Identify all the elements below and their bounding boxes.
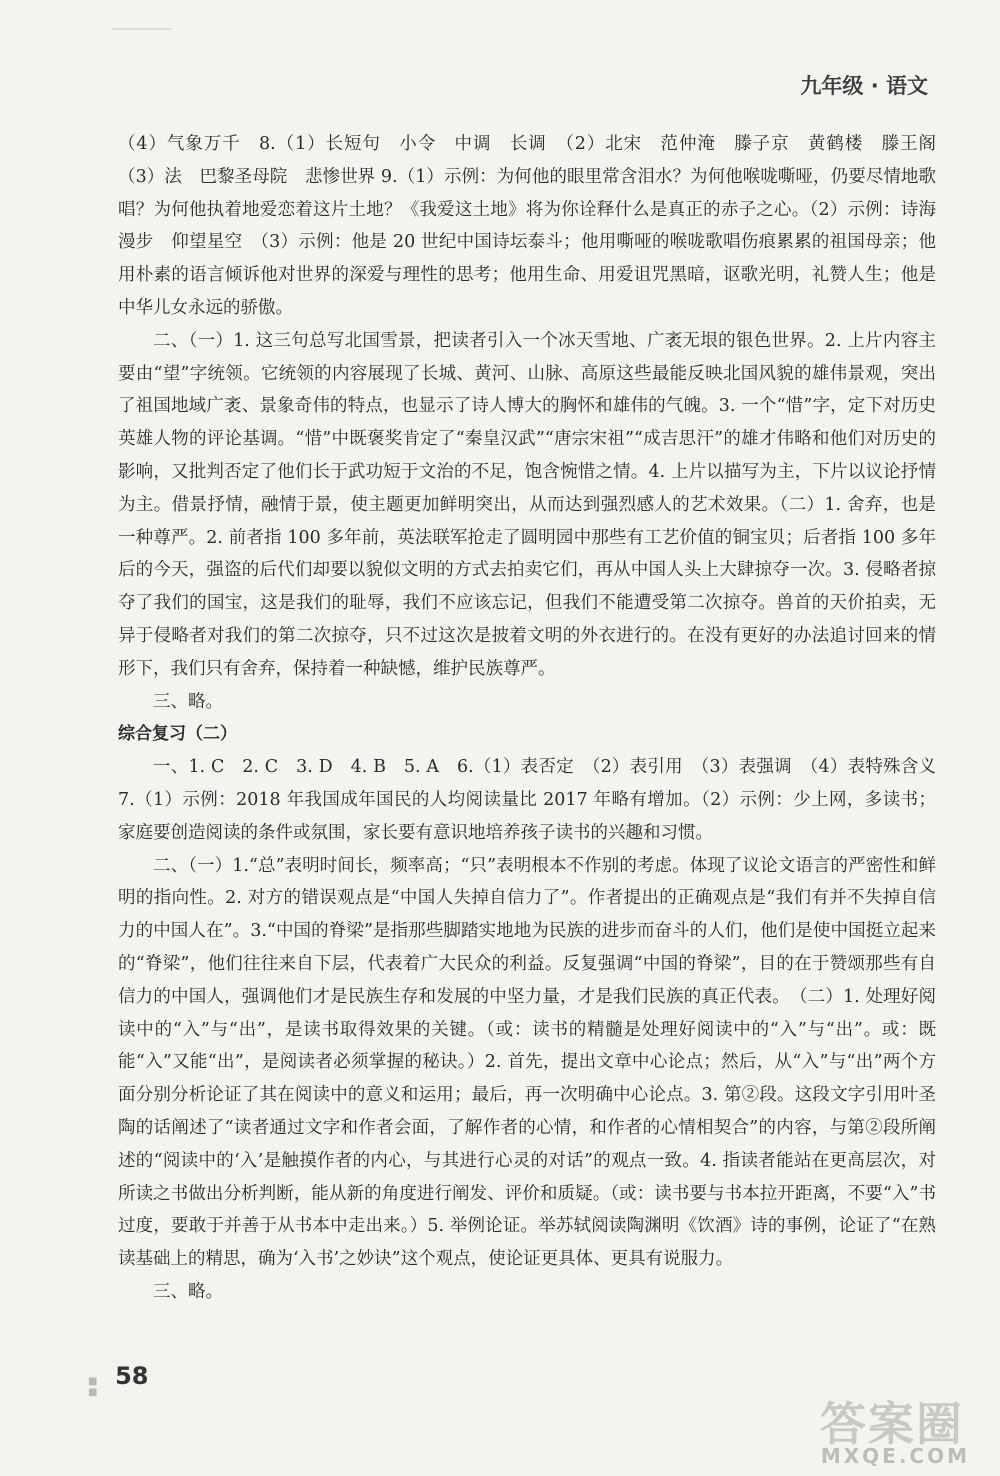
page-header: [0, 0, 1000, 120]
answer-paragraph: （4）气象万千 8.（1）长短句 小令 中调 长调 （2）北宋 范仲淹 滕子京 黄鹤楼 滕王阁 （3）法 巴黎圣母院 悲惨世界 9.（1）示例：为何他的眼里常含泪水？为何他喉咙嘶哑，仍要尽情地歌唱？为何他执着地爱恋着这片土地？《我爱这土地》将为你诠释什么是真正的赤子之心。（2）示例：诗海漫步 仰望星空 （3）示例：他是 20 世纪中国诗坛泰斗；他用嘶哑的喉咙歌唱伤痕累累的祖国母亲；他用朴素的语言倾诉他对世界的深爱与理性的思考；他用生命、用爱诅咒黑暗，讴歌光明，礼赞人生；他是中华儿女永远的骄傲。: [118, 134, 954, 318]
answer-paragraph: 二、（一）1.“总”表明时间长，频率高；“只”表明根本不作别的考虑。体现了议论文语言的严密性和鲜明的指向性。2. 对方的错误观点是“中国人失掉自信力了”。作者提出的正确观点是“我们有并不失掉自信力的中国人在”。3.“中国的脊梁”是指那些脚踏实地地为民族的进步而奋斗的人们，他们是使中国挺立起来的“脊梁”，他们往往来自下层，代表着广大民众的利益。反复强调“中国的脊梁”，目的在于赞颂那些有自信力的中国人，强调他们才是民族生存和发展的中坚力量，才是我们民族的真正代表。 （二）1. 处理好阅读中的“入”与“出”，是读书取得效果的关键。（或：读书的精髓是处理好阅读中的“入”与“出”。或：既能“入”又能“出”，是阅读者必须掌握的秘诀。）2. 首先，提出文章中心论点；然后，从“入”与“出”两个方面分别分析论证了其在阅读中的意义和运用；最后，再一次明确中心论点。3. 第②段。这段文字引用叶圣陶的话阐述了“读者通过文字和作者会面，了解作者的心情，和作者的心情相契合”的内容，与第②段所阐述的“阅读中的‘入’是触摸作者的内心，与其进行心灵的对话”的观点一致。4. 指读者能站在更高层次，对所读之书做出分析判断，能从新的角度进行阐发、评价和质疑。（或：读书要与书本拉开距离，不要“入”书过度，要敢于并善于从书本中走出来。）5. 举例论证。举苏轼阅读陶渊明《饮酒》诗的事例，论证了“在熟读基础上的精思，确为‘入书’之妙诀”这个观点，使论证更具体、更具有说服力。: [118, 855, 936, 1270]
logo-decoration: [112, 28, 172, 44]
series-logo: [108, 48, 258, 98]
answer-paragraph: 二、（一）1. 这三句总写北国雪景，把读者引入一个冰天雪地、广袤无垠的银色世界。2. 上片内容主要由“望”字统领。它统领的内容展现了长城、黄河、山脉、高原这些最能反映北国风貌的雄伟景观，突出了祖国地域广袤、景象奇伟的特点，也显示了诗人博大的胸怀和雄伟的气魄。3. 一个“惜”字，定下对历史英雄人物的评论基调。“惜”中既褒奖肯定了“秦皇汉武”“唐宗宋祖”“成吉思汗”的雄才伟略和他们对历史的影响，又批判否定了他们长于武功短于文治的不足，饱含惋惜之情。4. 上片以描写为主，下片以议论抒情为主。借景抒情，融情于景，使主题更加鲜明突出，从而达到强烈感人的艺术效果。（二）1. 舍弃，也是一种尊严。2. 前者指 100 多年前，英法联军抢走了圆明园中那些有工艺价值的铜宝贝；后者指 100 多年后的今天，强盗的后代们却要以貌似文明的方式去拍卖它们，再从中国人头上大肆掠夺一次。3. 侵略者掠夺了我们的国宝，这是我们的耻辱，我们不应该忘记，但我们不能遭受第二次掠夺。兽首的天价拍卖，无异于侵略者对我们的第二次掠夺，只不过这次是披着文明的外衣进行的。在没有更好的办法追讨回来的情形下，我们只有舍弃，保持着一种缺憾，维护民族尊严。: [118, 330, 936, 679]
footer-dots-decoration: ■ ■: [88, 1375, 98, 1398]
grade-subject-label: 九年级 · 语文: [800, 74, 928, 98]
watermark-text: 答案圈: [820, 1397, 964, 1451]
section-title: 综合复习（二）: [118, 724, 237, 745]
answer-content: [118, 128, 954, 1309]
watermark-url: MXQE.COM: [820, 1444, 970, 1468]
page-number: 58: [115, 1362, 149, 1390]
answer-paragraph: 三、略。: [153, 1281, 223, 1302]
answer-paragraph: 一、1. C 2. C 3. D 4. B 5. A 6.（1）表否定 （2）表引用 （3）表强调 （4）表特殊含义 7.（1）示例：2018 年我国成年国民的人均阅读量比 2017 年略有增加。（2）示例：少上网，多读书；家庭要创造阅读的条件或氛围，家长要有意识地培养孩子读书的兴趣和习惯。: [118, 757, 954, 843]
answer-paragraph: 三、略。: [153, 691, 223, 712]
page-footer: [88, 1362, 149, 1398]
watermark-logo: [744, 1388, 974, 1468]
